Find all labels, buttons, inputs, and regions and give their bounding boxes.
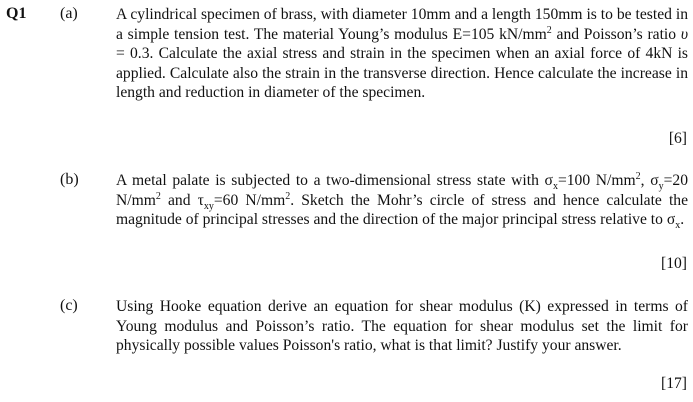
- part-a-text-seg: = 0.3. Calculate the axial stress and strain in the specimen when an axial force of 4kN is applied. Calculate also the strain in the transverse direction. Hence calculate the increase in length and reduction in diameter of the specimen.: [116, 45, 688, 102]
- part-b-text-seg: A metal palate is subjected to a two-dimensional stress state with σ: [116, 172, 553, 189]
- part-a-text-seg: and Poisson’s ratio: [551, 25, 681, 43]
- part-a-marks: [6]: [668, 130, 687, 147]
- part-b-text-seg: .: [680, 211, 685, 229]
- part-a-superscript: 2: [546, 24, 552, 36]
- part-b-text-seg: =100 N/mm: [557, 172, 636, 189]
- part-b-marks: [10]: [661, 255, 687, 272]
- part-b-superscript: 2: [285, 190, 291, 202]
- part-b-text-seg: . Sketch the Mohr’s circle of stress and hence calculate the magnitude of principal stresses and the direction of the major principal stress relative to σ: [116, 191, 688, 229]
- part-b-superscript: 2: [635, 170, 641, 182]
- part-b-subscript: y: [658, 181, 664, 193]
- part-b-subscript: x: [552, 181, 558, 193]
- part-b-label: (b): [60, 171, 79, 188]
- part-a-text-seg: A cylindrical specimen of brass, with diameter 10mm and a length 150mm is to be tested in a simple tension test. The material Young’s modulus E=105 kN/mm: [116, 6, 688, 43]
- part-b-text: [116, 171, 688, 230]
- part-c-text-seg: Using Hooke equation derive an equation for shear modulus (K) expressed in terms of Young modulus and Poisson’s ratio. The equation for shear modulus set the limit for physically possible values Poisson's ratio, what is that limit? Justify your answer.: [116, 298, 688, 355]
- part-b-text-seg: =20 N/mm: [116, 172, 689, 209]
- part-b-subscript: x: [675, 220, 681, 232]
- part-b-text-seg: and τ: [160, 191, 204, 209]
- part-b-superscript: 2: [155, 190, 161, 202]
- question-number: Q1: [6, 5, 27, 22]
- part-a-label: (a): [60, 5, 78, 22]
- part-c-label: (c): [60, 297, 78, 314]
- part-b-subscript: xy: [203, 200, 214, 212]
- part-c-text: [116, 297, 688, 356]
- part-c-marks: [17]: [661, 375, 687, 392]
- part-b-text-seg: =60 N/mm: [213, 191, 286, 209]
- poisson-symbol: υ: [680, 25, 688, 43]
- part-b-text-seg: , σ: [640, 172, 659, 189]
- part-a-text: [116, 5, 688, 103]
